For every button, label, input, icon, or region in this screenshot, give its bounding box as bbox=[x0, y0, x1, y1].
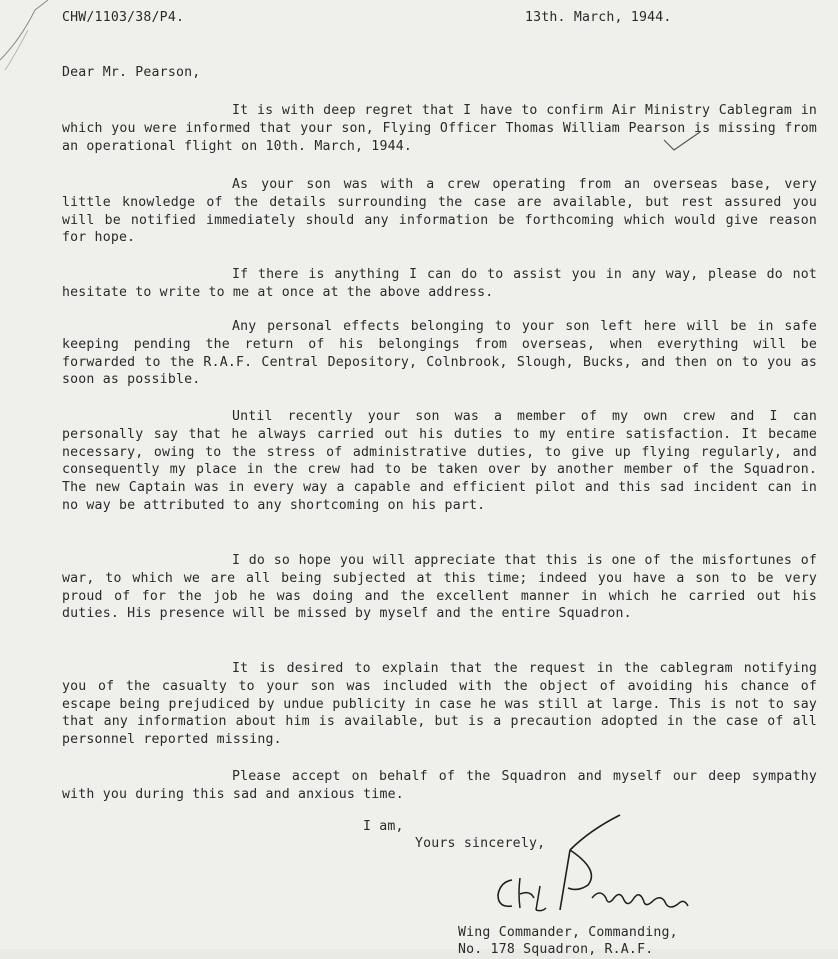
letter-date: 13th. March, 1944. bbox=[525, 10, 672, 25]
signatory-title: Wing Commander, Commanding, bbox=[458, 925, 678, 940]
closing-line: I am, bbox=[363, 819, 404, 834]
paper-fold-mark bbox=[0, 0, 60, 80]
closing-valediction: Yours sincerely, bbox=[415, 836, 546, 851]
check-mark-icon bbox=[662, 130, 702, 154]
signatory-unit: No. 178 Squadron, R.A.F. bbox=[458, 942, 654, 957]
paragraph-2: As your son was with a crew operating from an overseas base, very little knowledge of the details surrounding the case are available, but rest assured you will be notified immediately should any information be forthcoming which would give reason for hope. bbox=[62, 177, 817, 246]
paragraph-6: I do so hope you will appreciate that this is one of the misfortunes of war, to which we are all being subjected at this time; indeed you have a son to be very proud of for the job he was doing and the excellent manner in which he carried out his duties. His presence will be missed by myself and the entire Squadron. bbox=[62, 553, 817, 622]
handwritten-signature bbox=[470, 810, 700, 925]
paragraph-8: Please accept on behalf of the Squadron and myself our deep sympathy with you during this sad and anxious time. bbox=[62, 769, 817, 802]
salutation: Dear Mr. Pearson, bbox=[62, 65, 201, 80]
paragraph-5: Until recently your son was a member of my own crew and I can personally say that he always carried out his duties to my entire satisfaction. It became necessary, owing to the stress of administrative duties, to give up flying regularly, and consequently my place in the crew had to be taken over by another member of the Squadron. The new Captain was in every way a capable and efficient pilot and this sad incident can in no way be attributed to any shortcoming on his part. bbox=[62, 409, 817, 513]
paragraph-4: Any personal effects belonging to your son left here will be in safe keeping pending the return of his belongings from overseas, when everything will be forwarded to the R.A.F. Central Depository, Colnbrook, Slough, Bucks, and then on to you as soon as possible. bbox=[62, 319, 817, 388]
paragraph-7: It is desired to explain that the request in the cablegram notifying you of the casualty to your son was included with the object of avoiding his chance of escape being prejudiced by undue publicity in case he was still at large. This is not to say that any information about him is available, but is a precaution adopted in the case of all personnel reported missing. bbox=[62, 661, 817, 748]
paragraph-1: It is with deep regret that I have to confirm Air Ministry Cablegram in which you were informed that your son, Flying Officer Thomas William Pearson is missing from an operational flight on 10th. March, 1944. bbox=[62, 103, 817, 154]
signature-text: CG Palmer bbox=[470, 810, 476, 811]
paragraph-3: If there is anything I can do to assist you in any way, please do not hesitate to write to me at once at the above address. bbox=[62, 267, 817, 300]
reference-number: CHW/1103/38/P4. bbox=[62, 10, 185, 25]
